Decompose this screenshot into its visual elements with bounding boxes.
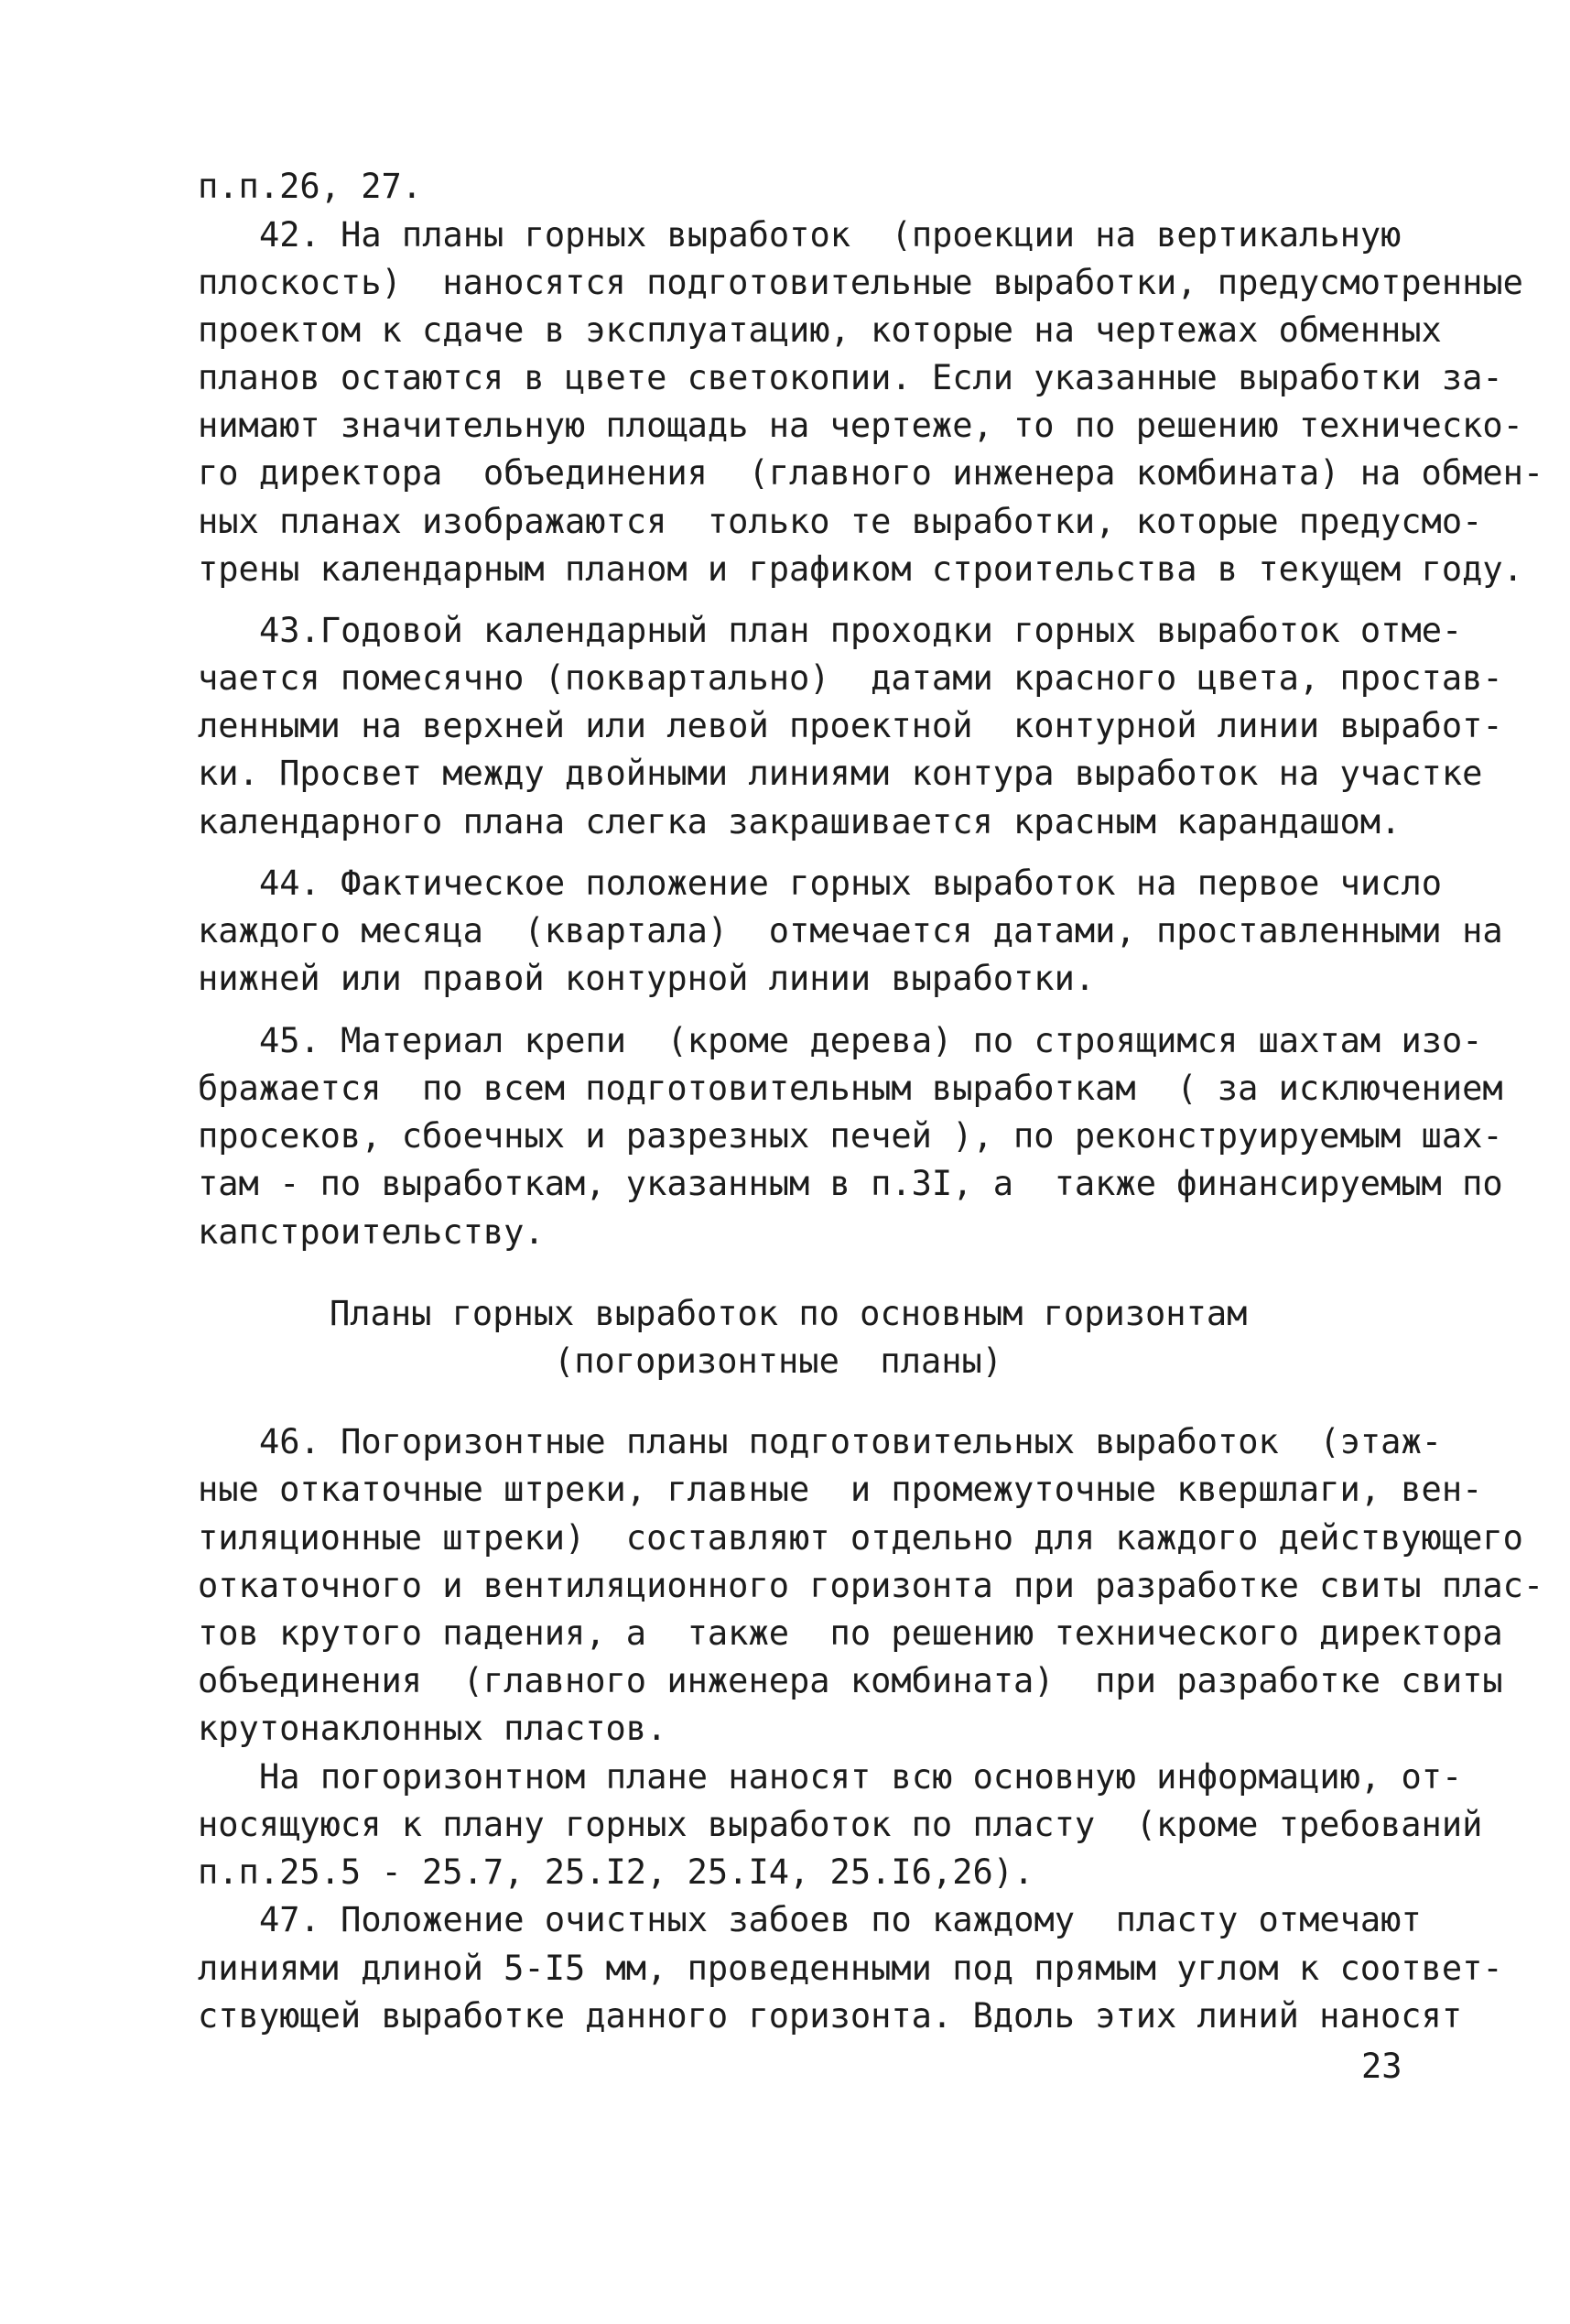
text-line: ки. Просвет между двойными линиями контура выработок на участке	[198, 754, 1483, 793]
text-line: п.п.26, 27.	[198, 167, 423, 206]
text-line: На погоризонтном плане наносят всю основную информацию, от-	[259, 1757, 1463, 1797]
text-line: ные откаточные штреки, главные и промежуточные квершлаги, вен-	[198, 1470, 1483, 1509]
text-line: 44. Фактическое положение горных выработок на первое число	[259, 863, 1443, 903]
text-line: проектом к сдаче в эксплуатацию, которые на чертежах обменных	[198, 310, 1442, 350]
text-line: бражается по всем подготовительным выработкам ( за исключением	[198, 1069, 1503, 1108]
text-line: капстроительству.	[198, 1212, 545, 1252]
text-line: п.п.25.5 - 25.7, 25.I2, 25.I4, 25.I6,26).	[198, 1852, 1034, 1892]
text-line: планов остаются в цвете светокопии. Если указанные выработки за-	[198, 358, 1503, 397]
text-line: ленными на верхней или левой проектной контурной линии выработ-	[198, 706, 1503, 745]
text-line: 46. Погоризонтные планы подготовительных выработок (этаж-	[259, 1422, 1443, 1461]
text-line: откаточного и вентиляционного горизонта при разработке свиты плас-	[198, 1566, 1544, 1605]
text-line: каждого месяца (квартала) отмечается датами, проставленными на	[198, 911, 1503, 950]
text-line: носящуюся к плану горных выработок по пласту (кроме требований	[198, 1805, 1483, 1844]
text-line: 42. На планы горных выработок (проекции на вертикальную	[259, 215, 1402, 255]
text-line: объединения (главного инженера комбината) при разработке свиты	[198, 1661, 1503, 1700]
text-line: ных планах изображаются только те выработки, которые предусмо-	[198, 502, 1483, 541]
text-line: тиляционные штреки) составляют отдельно для каждого действующего	[198, 1518, 1523, 1558]
section-heading: Планы горных выработок по основным горизонтам	[330, 1294, 1248, 1333]
text-line: 47. Положение очистных забоев по каждому пласту отмечают	[259, 1900, 1422, 1939]
section-subheading: (погоризонтные планы)	[554, 1341, 1003, 1381]
text-line: нимают значительную площадь на чертеже, то по решению техническо-	[198, 406, 1523, 445]
text-line: там - по выработкам, указанным в п.3I, а также финансируемым по	[198, 1164, 1503, 1203]
text-line: крутонаклонных пластов.	[198, 1709, 667, 1748]
page-number: 23	[1361, 2047, 1402, 2086]
text-line: просеков, сбоечных и разрезных печей ), по реконструируемым шах-	[198, 1116, 1503, 1156]
text-line: нижней или правой контурной линии выработки.	[198, 959, 1096, 998]
text-line: тов крутого падения, а также по решению технического директора	[198, 1613, 1503, 1653]
text-line: плоскость) наносятся подготовительные выработки, предусмотренные	[198, 263, 1523, 302]
text-line: го директора объединения (главного инженера комбината) на обмен-	[198, 453, 1544, 493]
text-line: линиями длиной 5-I5 мм, проведенными под прямым углом к соответ-	[198, 1949, 1503, 1988]
text-line: календарного плана слегка закрашивается красным карандашом.	[198, 802, 1402, 842]
text-line: 45. Материал крепи (кроме дерева) по строящимся шахтам изо-	[259, 1021, 1483, 1060]
text-line: ствующей выработке данного горизонта. Вдоль этих линий наносят	[198, 1996, 1463, 2036]
text-line: чается помесячно (поквартально) датами красного цвета, простав-	[198, 658, 1503, 698]
text-line: трены календарным планом и графиком строительства в текущем году.	[198, 549, 1523, 589]
text-line: 43.Годовой календарный план проходки горных выработок отме-	[259, 611, 1463, 650]
